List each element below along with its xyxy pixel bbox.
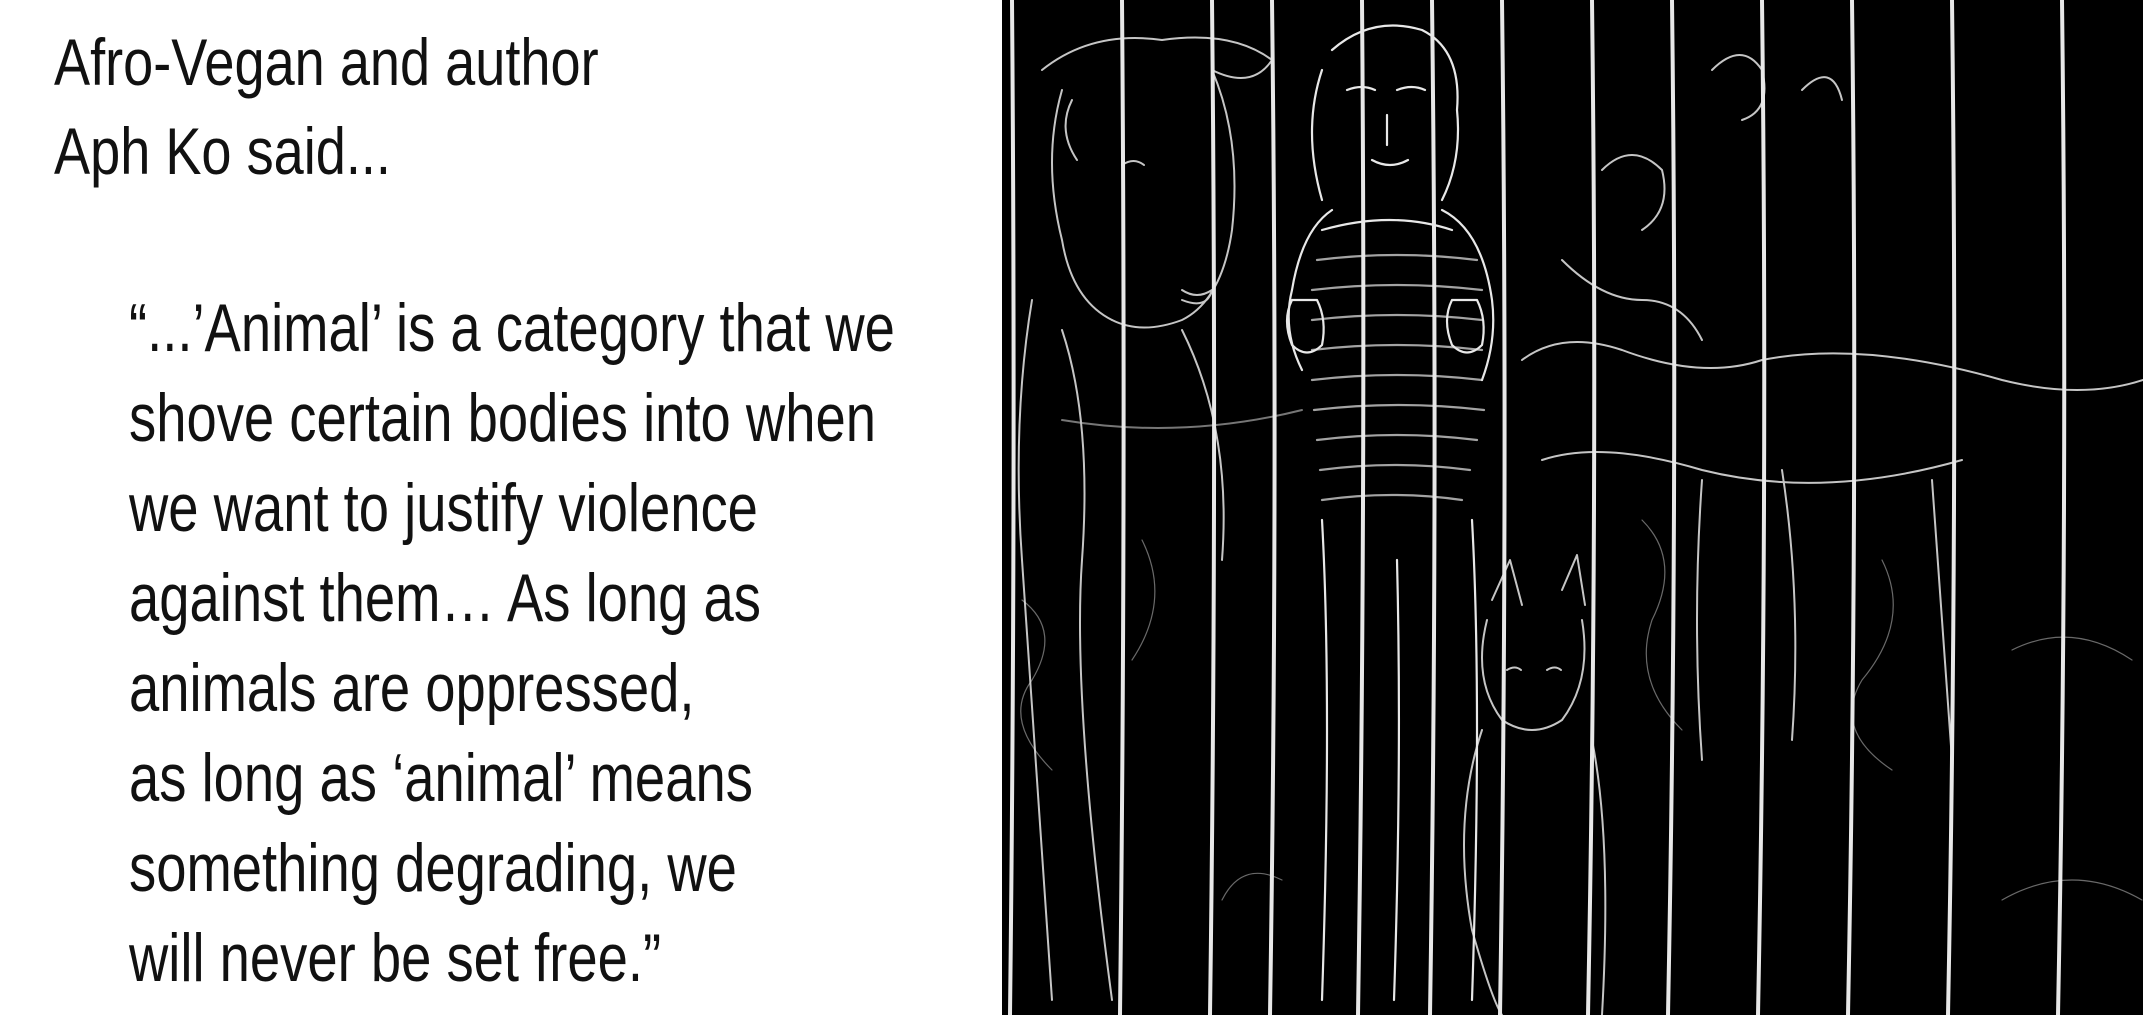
quote-line: will never be set free.” (129, 920, 662, 996)
quote-line: we want to justify violence (129, 470, 758, 546)
quote-line: “...’Animal’ is a category that we (129, 290, 895, 366)
intro-heading (54, 18, 599, 196)
intro-line-2: Aph Ko said... (54, 114, 391, 188)
quote-line: as long as ‘animal’ means (129, 740, 753, 816)
quote-line: animals are oppressed, (129, 650, 695, 726)
quote-line: something degrading, we (129, 830, 737, 906)
text-panel (0, 0, 1002, 1015)
caged-figures-illustration (1002, 0, 2143, 1015)
illustration-panel (1002, 0, 2143, 1015)
quote-line: shove certain bodies into when (129, 380, 876, 456)
quote-line: against them… As long as (129, 560, 762, 636)
intro-line-1: Afro-Vegan and author (54, 25, 599, 99)
quote-block (129, 283, 895, 1003)
